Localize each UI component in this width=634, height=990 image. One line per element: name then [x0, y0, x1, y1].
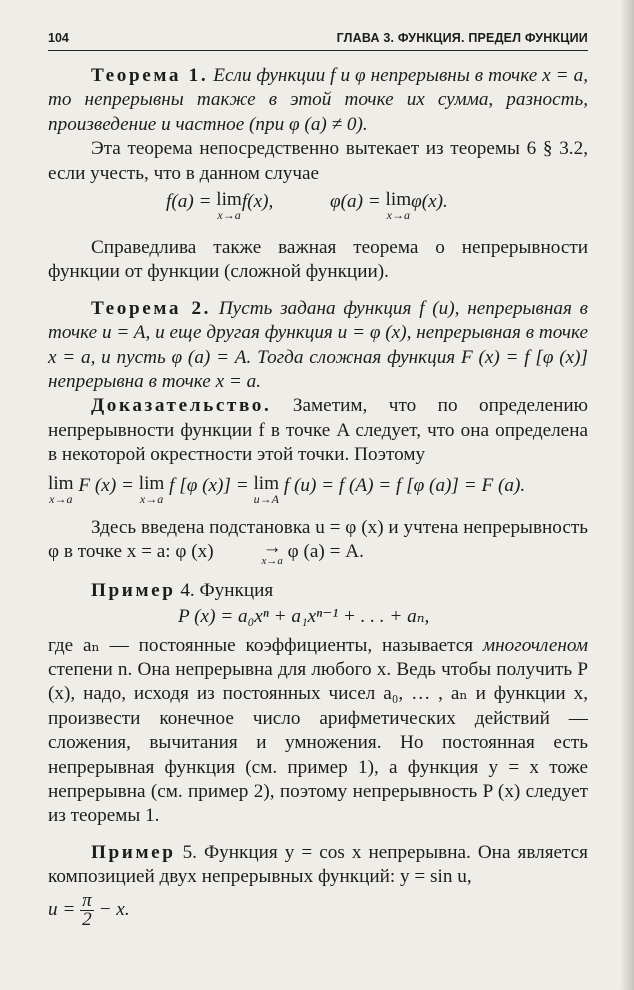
theorem-2-text: Пусть задана функция f (u), непрерывная в точке u = A, и еще другая функция u = φ (x), непрерывная в точке x = a, и пусть φ (a) = A. Тогда сложная функция F (x) = f [φ (x)] непрерывна в точке x = a.: [48, 297, 588, 393]
example-4-body: [48, 634, 588, 829]
example-4-heading: [48, 579, 588, 603]
lim-word: lim: [138, 472, 165, 494]
formula-text: φ(x).: [411, 191, 448, 213]
paragraph-2: Справедлива также важная теорема о непрерывности функции от функции (сложной функции).: [48, 237, 588, 283]
theorem-1-label: Теорема 1.: [91, 65, 209, 86]
paragraph-3-tail: φ (a) = A.: [287, 541, 364, 563]
example-5: [48, 841, 588, 890]
page-body: [48, 64, 588, 929]
arrow-subscript: x→a: [261, 555, 283, 568]
lim-subscript: x→a: [139, 491, 164, 506]
formula-text: f (u) = f (A) = f [φ (a)] = F (a).: [283, 474, 526, 496]
theorem-2-label: Теорема 2.: [91, 297, 212, 319]
formula-text: f(a) =: [166, 191, 217, 213]
example-4-label: Пример: [91, 580, 176, 602]
page-number: 104: [48, 31, 69, 45]
example-4-body-b: степени n. Она непрерывна для любого x. Ведь чтобы получить P (x), надо, исходя из постоянных чисел a₀, … , aₙ и функции x, произвести конечное число арифметических действий — сложения, вычитания и умножения. Но постоянная есть непрерывная функция (см. пример 1), а функция y = x тоже непрерывна (см. пример 2), поэтому непрерывность P (x) следует из теоремы 1.: [48, 658, 588, 827]
example-5-text: 5. Функция y = cos x непрерывна. Она является композицией двух непрерывных функций: y = sin u,: [48, 841, 589, 888]
lim-subscript: x→a: [49, 491, 73, 506]
fraction-pi-over-2: [80, 889, 94, 930]
lim-operator: [253, 474, 279, 505]
formula-text: f(x),: [241, 191, 274, 213]
lim-operator: [216, 190, 242, 221]
lim-word: lim: [253, 472, 280, 494]
formula-phi-limit: [330, 190, 448, 221]
theorem-1: [48, 64, 588, 137]
fraction-denominator: 2: [82, 908, 92, 930]
lim-operator: [48, 474, 74, 505]
example-4-text: 4. Функция: [180, 580, 274, 602]
lim-subscript: u→A: [253, 491, 279, 506]
lim-subscript: x→a: [386, 208, 410, 223]
paragraph-1: Эта теорема непосредственно вытекает из теоремы 6 § 3.2, если учесть, что в данном случае: [48, 138, 588, 184]
lim-subscript: x→a: [217, 208, 241, 223]
formula-limits: [48, 186, 588, 236]
lim-word: lim: [216, 189, 242, 211]
proof-label: Доказательство.: [91, 395, 272, 417]
formula-text: u =: [48, 898, 81, 920]
lim-word: lim: [48, 472, 74, 494]
proof: [48, 394, 588, 467]
formula-composite-limit: [48, 468, 588, 516]
example-4-body-a: где aₙ — постоянные коэффициенты, называется: [48, 634, 483, 656]
polynomial-expression: P (x) = a₀xⁿ + a₁xⁿ⁻¹ + . . . + aₙ,: [178, 605, 430, 627]
formula-text: − x.: [93, 898, 130, 920]
paragraph-3: [48, 516, 588, 567]
example-5-label: Пример: [91, 841, 176, 863]
chapter-title: ГЛАВА 3. ФУНКЦИЯ. ПРЕДЕЛ ФУНКЦИИ: [336, 31, 588, 45]
lim-operator: [386, 190, 412, 221]
example-5-formula: [48, 889, 588, 930]
running-header: [48, 26, 588, 51]
term-polynomial: многочленом: [482, 634, 588, 656]
lim-word: lim: [385, 189, 412, 211]
lim-operator: [139, 474, 165, 505]
theorem-1-text: Если функции f и φ непрерывны в точке x = a, то непрерывны также в этой точке их сумма, разность, произведение и частное (при φ (a) ≠ 0).: [48, 65, 588, 135]
formula-polynomial: [48, 604, 588, 634]
formula-text: f [φ (x)] =: [169, 474, 254, 496]
proof-text: Заметим, что по определению непрерывности функции f в точке A следует, что она определена в некоторой окрестности этой точки. Поэтому: [48, 395, 589, 466]
tends-to-arrow: [218, 537, 283, 568]
fraction-numerator: π: [82, 889, 92, 911]
formula-text: F (x) =: [78, 474, 139, 496]
formula-text: φ(a) =: [330, 191, 386, 213]
paragraph-3-text: Здесь введена подстановка u = φ (x) и учтена непрерывность φ в точке x = a: φ (x): [48, 516, 588, 563]
formula-chain: [48, 474, 525, 505]
formula-f-limit: [166, 190, 273, 221]
arrow-glyph: →: [262, 537, 282, 559]
theorem-2: [48, 297, 588, 395]
